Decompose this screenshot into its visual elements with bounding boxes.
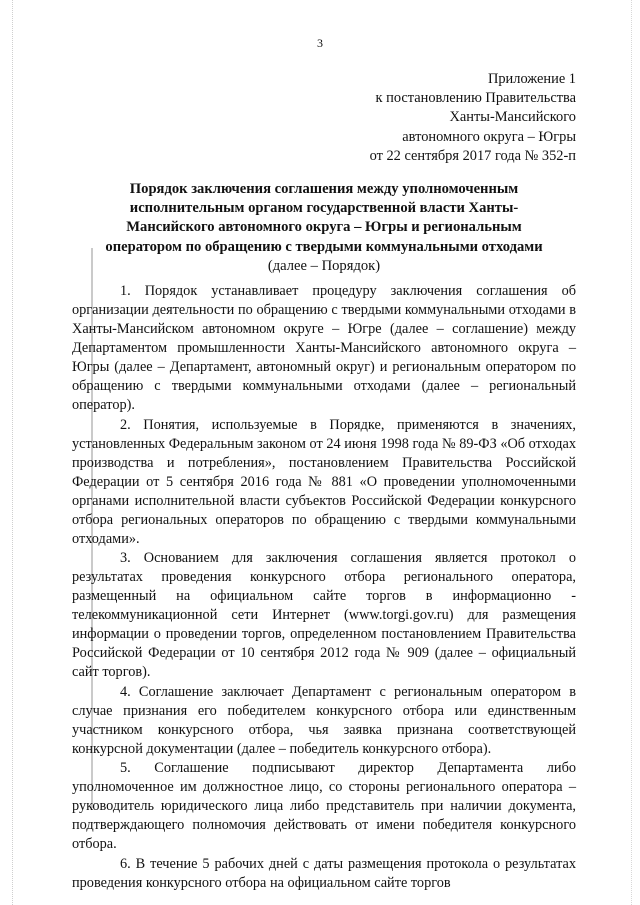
- paragraph-2: 2. Понятия, используемые в Порядке, применяются в значениях, установленных Федеральным законом от 24 июня 1998 года № 89-ФЗ «Об отходах производства и потребления», постановлением Правительства Российской Федерации от 5 сентября 2016 года № 881 «О проведении уполномоченными органами исполнительной власти субъектов Российской Федерации конкурсного отбора региональных операторов по обращению с твердыми коммунальными отходами».: [72, 416, 576, 547]
- appendix-header: [370, 70, 576, 166]
- title-line: исполнительным органом государственной власти Ханты-: [129, 200, 519, 217]
- title-line: оператором по обращению с твердыми коммунальными отходами: [105, 238, 543, 255]
- paragraph-4: 4. Соглашение заключает Департамент с региональным оператором в случае признания его победителем конкурсного отбора или единственным участником конкурсного отбора, чья заявка признана соответствующей конкурсной документации (далее – победитель конкурсного отбора).: [72, 683, 576, 757]
- paragraph-5: 5. Соглашение подписывают директор Департамента либо уполномоченное им должностное лицо, со стороны регионального оператора – руководитель юридического лица либо представитель при наличии документа, подтверждающего полномочия действовать от имени победителя конкурсного отбора.: [72, 760, 576, 852]
- document-title: [72, 180, 576, 276]
- appendix-line: от 22 сентября 2017 года № 352-п: [369, 147, 576, 164]
- page-number: 3: [317, 36, 323, 50]
- appendix-line: автономного округа – Югры: [402, 128, 576, 145]
- appendix-line: к постановлению Правительства: [375, 90, 576, 107]
- title-line: Мансийского автономного округа – Югры и региональным: [126, 219, 522, 236]
- title-note: (далее – Порядок): [267, 257, 381, 274]
- paragraph-6: 6. В течение 5 рабочих дней с даты размещения протокола о результатах проведения конкурсного отбора на официальном сайте торгов: [72, 855, 576, 891]
- title-line: Порядок заключения соглашения между уполномоченным: [129, 181, 519, 197]
- appendix-line: Приложение 1: [487, 71, 576, 87]
- appendix-line: Ханты-Мансийского: [449, 109, 576, 126]
- document-body: [72, 282, 576, 893]
- paragraph-3: 3. Основанием для заключения соглашения является протокол о результатах проведения конкурсного отбора регионального оператора, размещенный на официальном сайте торгов в информационно - телекоммуникационной сети Интернет (www.torgi.gov.ru) для размещения информации о проведении торгов, определенном постановлением Правительства Российской Федерации от 10 сентября 2012 года № 909 (далее – официальный сайт торгов).: [72, 550, 576, 680]
- scan-right-edge: [631, 0, 640, 905]
- paragraph-1: 1. Порядок устанавливает процедуру заключения соглашения об организации деятельности по обращению с твердыми коммунальными отходами в Ханты-Мансийском автономном округе – Югре (далее – соглашение) между Департаментом промышленности Ханты-Мансийского автономного округа – Югры (далее – Департамент, автономный округ) и региональным оператором по обращению с твердыми коммунальными отходами (далее – региональный оператор).: [72, 283, 576, 413]
- scan-left-edge: [0, 0, 13, 905]
